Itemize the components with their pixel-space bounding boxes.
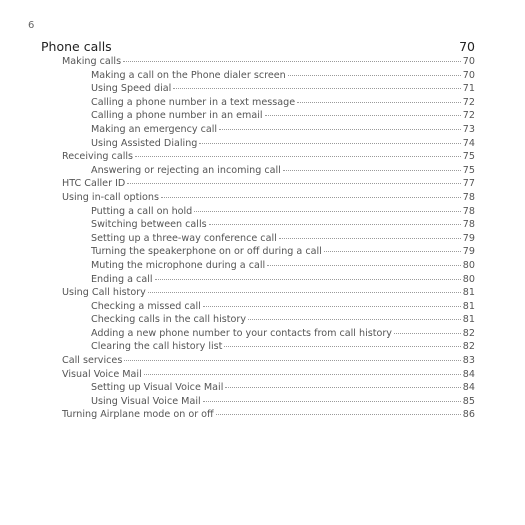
toc-entry	[91, 164, 475, 178]
section-title: Phone calls	[41, 39, 112, 54]
toc-entry-title: Call services	[62, 355, 123, 367]
toc-entry-page: 71	[462, 83, 475, 95]
toc-entry	[62, 408, 475, 422]
toc-entry	[62, 150, 475, 164]
toc-entry	[62, 177, 475, 191]
dot-leader	[124, 360, 460, 361]
dot-leader	[209, 224, 461, 225]
dot-leader	[267, 265, 461, 266]
toc-entry	[91, 218, 475, 232]
toc-entry-title: Setting up Visual Voice Mail	[91, 382, 224, 394]
toc-entry	[91, 259, 475, 273]
toc-entry	[91, 381, 475, 395]
toc-entry-page: 84	[462, 382, 475, 394]
toc-entry-page: 80	[462, 273, 475, 285]
toc-entry-page: 81	[462, 300, 475, 312]
dot-leader	[225, 387, 460, 388]
toc-entry-page: 75	[462, 151, 475, 163]
dot-leader	[148, 292, 461, 293]
toc-entry-title: Turning Airplane mode on or off	[62, 409, 214, 421]
toc-entry	[91, 273, 475, 287]
toc-entry-title: Using Call history	[62, 287, 146, 299]
toc-entry	[91, 313, 475, 327]
toc-entry-title: Using Assisted Dialing	[91, 137, 198, 149]
page-number: 6	[28, 20, 35, 31]
dot-leader	[283, 170, 461, 171]
dot-leader	[173, 88, 460, 89]
section-page: 70	[459, 39, 475, 54]
toc-entry-page: 85	[462, 395, 475, 407]
toc-entry-page: 72	[462, 96, 475, 108]
dot-leader	[123, 61, 461, 62]
dot-leader	[194, 211, 461, 212]
toc-entry-page: 80	[462, 259, 475, 271]
toc-entry-page: 79	[462, 232, 475, 244]
toc-entry-page: 70	[462, 56, 475, 67]
toc-entry-page: 86	[462, 409, 475, 421]
toc-entry-title: Answering or rejecting an incoming call	[91, 164, 281, 176]
dot-leader	[265, 115, 461, 116]
toc-entry	[91, 395, 475, 409]
toc-entry-title: Using Visual Voice Mail	[91, 395, 201, 407]
toc-entry	[91, 96, 475, 110]
toc-entry	[62, 354, 475, 368]
dot-leader	[224, 346, 460, 347]
toc-entry-title: Switching between calls	[91, 219, 207, 231]
toc-entry-page: 77	[462, 178, 475, 190]
toc-entry-title: Calling a phone number in a text message	[91, 96, 296, 108]
dot-leader	[279, 238, 461, 239]
toc-entry	[91, 109, 475, 123]
toc-entry-page: 74	[462, 137, 475, 149]
toc-entry-title: HTC Caller ID	[62, 178, 126, 190]
dot-leader	[144, 374, 461, 375]
toc-entry-title: Calling a phone number in an email	[91, 110, 263, 122]
toc-entry-page: 70	[462, 69, 475, 81]
toc-entry-title: Making a call on the Phone dialer screen	[91, 69, 286, 81]
toc-entry-page: 79	[462, 246, 475, 258]
toc-entry-title: Adding a new phone number to your contacts from call history	[91, 327, 392, 339]
toc-entry-page: 78	[462, 191, 475, 203]
toc-entry	[91, 69, 475, 83]
dot-leader	[199, 143, 460, 144]
dot-leader	[248, 319, 461, 320]
toc-entry	[62, 286, 475, 300]
toc-entry	[91, 205, 475, 219]
toc-entry-title: Making calls	[62, 56, 122, 67]
toc-entry-title: Making an emergency call	[91, 123, 218, 135]
toc-entry-page: 84	[462, 368, 475, 380]
toc-entry-page: 73	[462, 123, 475, 135]
toc-entry-page: 83	[462, 355, 475, 367]
dot-leader	[203, 401, 461, 402]
toc-entry-page: 78	[462, 205, 475, 217]
dot-leader	[135, 156, 461, 157]
toc-entry-title: Ending a call	[91, 273, 153, 285]
dot-leader	[155, 279, 461, 280]
section-heading	[41, 39, 475, 54]
toc-entry	[91, 327, 475, 341]
toc-entry-page: 82	[462, 327, 475, 339]
toc-entry	[91, 137, 475, 151]
toc-entry	[62, 368, 475, 382]
toc-entry-title: Clearing the call history list	[91, 341, 223, 353]
dot-leader	[216, 414, 461, 415]
toc-entry-title: Muting the microphone during a call	[91, 259, 266, 271]
dot-leader	[161, 197, 461, 198]
toc-entry-title: Receiving calls	[62, 151, 134, 163]
toc-entry	[91, 340, 475, 354]
toc-entry-page: 75	[462, 164, 475, 176]
dot-leader	[203, 306, 461, 307]
toc-entry	[91, 300, 475, 314]
toc-entry-title: Setting up a three-way conference call	[91, 232, 277, 244]
table-of-contents	[0, 55, 525, 422]
toc-entry-title: Checking a missed call	[91, 300, 201, 312]
toc-entry-title: Using Speed dial	[91, 83, 172, 95]
dot-leader	[297, 102, 461, 103]
dot-leader	[288, 75, 461, 76]
toc-entry	[91, 245, 475, 259]
toc-entry-title: Putting a call on hold	[91, 205, 193, 217]
dot-leader	[394, 333, 461, 334]
toc-entry-page: 78	[462, 219, 475, 231]
toc-entry	[91, 123, 475, 137]
toc-entry-title: Using in-call options	[62, 191, 159, 203]
toc-entry	[62, 191, 475, 205]
toc-entry-page: 81	[462, 287, 475, 299]
toc-entry-page: 72	[462, 110, 475, 122]
toc-entry-title: Visual Voice Mail	[62, 368, 142, 380]
dot-leader	[324, 251, 461, 252]
toc-entry-title: Turning the speakerphone on or off during a call	[91, 246, 322, 258]
toc-entry-page: 81	[462, 314, 475, 326]
toc-entry	[91, 232, 475, 246]
dot-leader	[127, 183, 460, 184]
toc-entry-page: 82	[462, 341, 475, 353]
toc-entry	[62, 55, 475, 69]
toc-entry-title: Checking calls in the call history	[91, 314, 247, 326]
dot-leader	[219, 129, 461, 130]
toc-entry	[91, 82, 475, 96]
